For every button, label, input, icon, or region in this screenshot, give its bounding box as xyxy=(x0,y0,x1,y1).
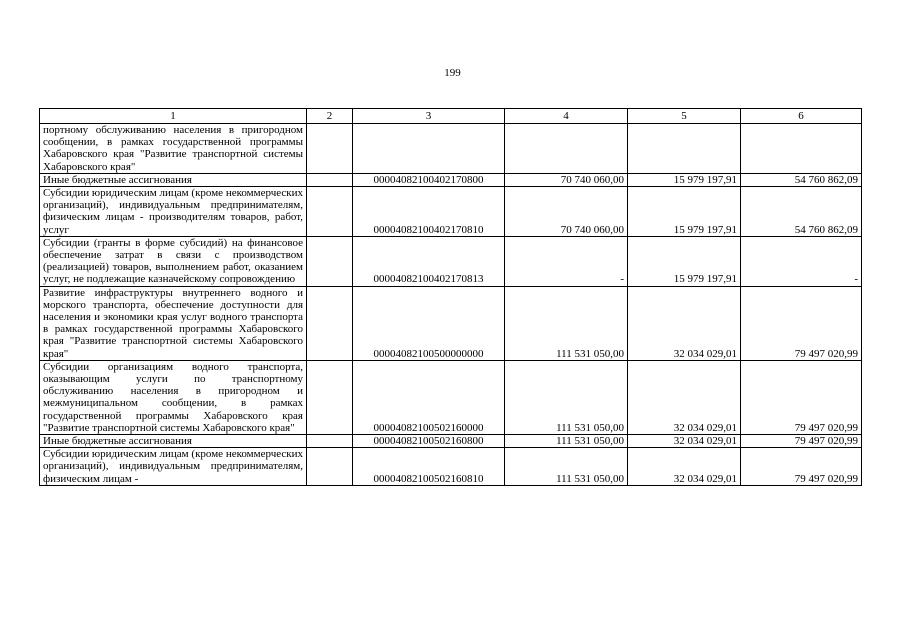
table-row xyxy=(40,124,862,174)
row-value-4: 70 740 060,00 xyxy=(505,173,628,186)
row-value-5: 32 034 029,01 xyxy=(628,286,741,360)
row-description: Субсидии юридическим лицам (кроме некоммерческих организаций), индивидуальным предпринимателям, физическим лицам - производителям товаров, работ, услуг xyxy=(40,187,307,237)
row-col2 xyxy=(307,236,353,286)
row-col2 xyxy=(307,187,353,237)
row-value-5: 15 979 197,91 xyxy=(628,187,741,237)
table-row xyxy=(40,286,862,360)
row-col2 xyxy=(307,173,353,186)
row-description: портному обслуживанию населения в пригородном сообщении, в рамках государственной программы Хабаровского края "Развитие транспортной системы Хабаровского края" xyxy=(40,124,307,174)
table-row xyxy=(40,360,862,434)
row-value-6: 79 497 020,99 xyxy=(741,360,862,434)
row-code: 00004082100502160000 xyxy=(353,360,505,434)
table-header-row xyxy=(40,109,862,124)
row-value-6: 79 497 020,99 xyxy=(741,448,862,486)
row-value-6: 79 497 020,99 xyxy=(741,286,862,360)
row-value-4: 70 740 060,00 xyxy=(505,187,628,237)
budget-table xyxy=(39,108,862,486)
table-row xyxy=(40,448,862,486)
table-row xyxy=(40,187,862,237)
row-value-4: 111 531 050,00 xyxy=(505,286,628,360)
row-value-5: 15 979 197,91 xyxy=(628,236,741,286)
row-value-5: 32 034 029,01 xyxy=(628,448,741,486)
row-code: 00004082100402170813 xyxy=(353,236,505,286)
row-value-6: 79 497 020,99 xyxy=(741,435,862,448)
table-row xyxy=(40,435,862,448)
row-description: Развитие инфраструктуры внутреннего водного и морского транспорта, обеспечение доступности для населения и экономики края услуг водного транспорта в рамках государственной программы Хабаровского края "Развитие транспортной системы Хабаровского края" xyxy=(40,286,307,360)
column-header-2: 2 xyxy=(307,109,353,124)
row-value-5 xyxy=(628,124,741,174)
row-code: 00004082100502160810 xyxy=(353,448,505,486)
table-row xyxy=(40,236,862,286)
row-code: 00004082100500000000 xyxy=(353,286,505,360)
column-header-1: 1 xyxy=(40,109,307,124)
row-value-5: 32 034 029,01 xyxy=(628,360,741,434)
row-value-4: 111 531 050,00 xyxy=(505,435,628,448)
column-header-5: 5 xyxy=(628,109,741,124)
row-description: Иные бюджетные ассигнования xyxy=(40,173,307,186)
row-description: Иные бюджетные ассигнования xyxy=(40,435,307,448)
row-description: Субсидии организациям водного транспорта, оказывающим услуги по транспортному обслуживанию населения в пригородном и межмуниципальном сообщении, в рамках государственной программы Хабаровского края "Развитие транспортной системы Хабаровского края" xyxy=(40,360,307,434)
row-col2 xyxy=(307,435,353,448)
row-description: Субсидии (гранты в форме субсидий) на финансовое обеспечение затрат в связи с производством (реализацией) товаров, выполнением работ, оказанием услуг, не подлежащие казначейскому сопровождению xyxy=(40,236,307,286)
row-value-5: 32 034 029,01 xyxy=(628,435,741,448)
row-code xyxy=(353,124,505,174)
row-description: Субсидии юридическим лицам (кроме некоммерческих организаций), индивидуальным предпринимателям, физическим лицам - xyxy=(40,448,307,486)
row-value-4 xyxy=(505,124,628,174)
row-value-4: 111 531 050,00 xyxy=(505,448,628,486)
row-col2 xyxy=(307,124,353,174)
row-col2 xyxy=(307,448,353,486)
column-header-3: 3 xyxy=(353,109,505,124)
row-value-6: 54 760 862,09 xyxy=(741,187,862,237)
row-value-6: - xyxy=(741,236,862,286)
table-row xyxy=(40,173,862,186)
row-col2 xyxy=(307,286,353,360)
column-header-6: 6 xyxy=(741,109,862,124)
page-number: 199 xyxy=(444,67,461,79)
row-value-6: 54 760 862,09 xyxy=(741,173,862,186)
row-code: 00004082100402170800 xyxy=(353,173,505,186)
row-value-4: 111 531 050,00 xyxy=(505,360,628,434)
row-value-4: - xyxy=(505,236,628,286)
row-value-5: 15 979 197,91 xyxy=(628,173,741,186)
column-header-4: 4 xyxy=(505,109,628,124)
row-col2 xyxy=(307,360,353,434)
row-code: 00004082100502160800 xyxy=(353,435,505,448)
row-code: 00004082100402170810 xyxy=(353,187,505,237)
row-value-6 xyxy=(741,124,862,174)
